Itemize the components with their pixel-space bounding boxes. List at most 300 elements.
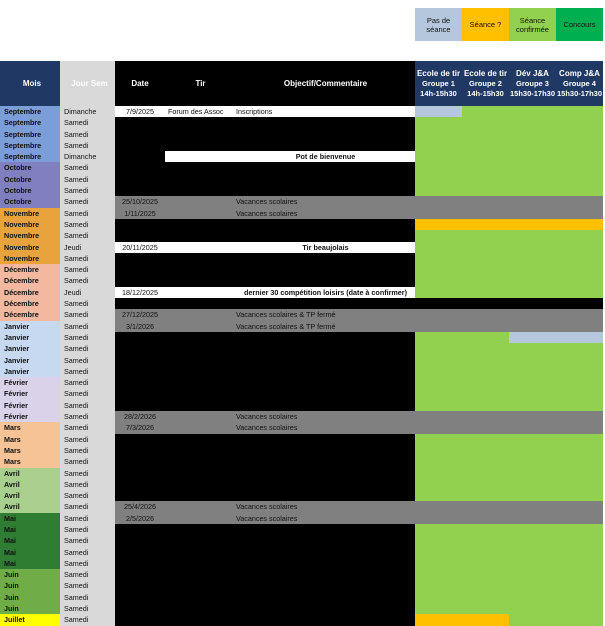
cell-date[interactable]: 27/12/2025: [115, 309, 165, 320]
cell-group-1[interactable]: [415, 309, 462, 320]
table-row[interactable]: [0, 298, 605, 309]
table-row[interactable]: [0, 355, 605, 366]
cell-group-3[interactable]: [509, 321, 556, 332]
cell-jour-sem[interactable]: Samedi: [60, 468, 115, 479]
cell-objectif[interactable]: [233, 445, 415, 456]
cell-tir[interactable]: [165, 174, 233, 185]
cell-objectif[interactable]: Vacances scolaires: [233, 501, 415, 512]
cell-group-3[interactable]: [509, 219, 556, 230]
cell-group-4[interactable]: [556, 321, 603, 332]
cell-mois[interactable]: Décembre: [0, 309, 60, 320]
cell-jour-sem[interactable]: Samedi: [60, 309, 115, 320]
table-row[interactable]: [0, 321, 605, 332]
cell-date[interactable]: 7/9/2025: [115, 106, 165, 117]
cell-group-4[interactable]: [556, 219, 603, 230]
cell-group-4[interactable]: [556, 479, 603, 490]
cell-group-3[interactable]: [509, 366, 556, 377]
cell-mois[interactable]: Septembre: [0, 106, 60, 117]
cell-group-2[interactable]: [462, 468, 509, 479]
cell-group-2[interactable]: [462, 332, 509, 343]
cell-mois[interactable]: Septembre: [0, 129, 60, 140]
cell-tir[interactable]: [165, 117, 233, 128]
cell-tir[interactable]: [165, 287, 233, 298]
cell-group-2[interactable]: [462, 219, 509, 230]
cell-date[interactable]: 2/5/2026: [115, 513, 165, 524]
cell-jour-sem[interactable]: Samedi: [60, 400, 115, 411]
table-row[interactable]: [0, 490, 605, 501]
cell-group-2[interactable]: [462, 456, 509, 467]
cell-date[interactable]: [115, 185, 165, 196]
cell-group-3[interactable]: [509, 400, 556, 411]
cell-group-3[interactable]: [509, 580, 556, 591]
cell-jour-sem[interactable]: Samedi: [60, 479, 115, 490]
cell-objectif[interactable]: Vacances scolaires: [233, 411, 415, 422]
cell-mois[interactable]: Mai: [0, 524, 60, 535]
cell-tir[interactable]: [165, 275, 233, 286]
cell-group-4[interactable]: [556, 501, 603, 512]
cell-objectif[interactable]: [233, 377, 415, 388]
cell-group-3[interactable]: [509, 106, 556, 117]
cell-mois[interactable]: Avril: [0, 468, 60, 479]
cell-tir[interactable]: [165, 535, 233, 546]
cell-group-1[interactable]: [415, 106, 462, 117]
cell-group-1[interactable]: [415, 388, 462, 399]
cell-group-4[interactable]: [556, 535, 603, 546]
cell-jour-sem[interactable]: Samedi: [60, 129, 115, 140]
cell-group-3[interactable]: [509, 569, 556, 580]
cell-tir[interactable]: [165, 377, 233, 388]
cell-objectif[interactable]: [233, 355, 415, 366]
table-row[interactable]: [0, 434, 605, 445]
cell-group-2[interactable]: [462, 501, 509, 512]
cell-date[interactable]: 18/12/2025: [115, 287, 165, 298]
cell-tir[interactable]: [165, 456, 233, 467]
table-row[interactable]: [0, 535, 605, 546]
cell-tir[interactable]: [165, 501, 233, 512]
cell-group-2[interactable]: [462, 490, 509, 501]
cell-group-4[interactable]: [556, 174, 603, 185]
cell-jour-sem[interactable]: Samedi: [60, 321, 115, 332]
cell-jour-sem[interactable]: Samedi: [60, 580, 115, 591]
cell-objectif[interactable]: Vacances scolaires: [233, 422, 415, 433]
cell-group-2[interactable]: [462, 445, 509, 456]
cell-tir[interactable]: [165, 321, 233, 332]
cell-group-1[interactable]: [415, 411, 462, 422]
table-row[interactable]: [0, 501, 605, 512]
cell-group-3[interactable]: [509, 242, 556, 253]
cell-tir[interactable]: [165, 614, 233, 625]
cell-group-4[interactable]: [556, 151, 603, 162]
cell-date[interactable]: [115, 366, 165, 377]
cell-group-4[interactable]: [556, 106, 603, 117]
cell-mois[interactable]: Janvier: [0, 355, 60, 366]
cell-group-3[interactable]: [509, 434, 556, 445]
table-row[interactable]: [0, 456, 605, 467]
cell-jour-sem[interactable]: Jeudi: [60, 287, 115, 298]
cell-group-4[interactable]: [556, 490, 603, 501]
cell-tir[interactable]: [165, 434, 233, 445]
cell-mois[interactable]: Septembre: [0, 117, 60, 128]
cell-group-3[interactable]: [509, 208, 556, 219]
cell-group-1[interactable]: [415, 151, 462, 162]
cell-group-1[interactable]: [415, 275, 462, 286]
cell-date[interactable]: [115, 117, 165, 128]
cell-objectif[interactable]: [233, 185, 415, 196]
cell-jour-sem[interactable]: Samedi: [60, 253, 115, 264]
cell-group-3[interactable]: [509, 174, 556, 185]
cell-objectif[interactable]: [233, 332, 415, 343]
cell-group-1[interactable]: [415, 162, 462, 173]
cell-tir[interactable]: [165, 479, 233, 490]
cell-group-1[interactable]: [415, 208, 462, 219]
cell-date[interactable]: [115, 162, 165, 173]
cell-group-3[interactable]: [509, 117, 556, 128]
cell-mois[interactable]: Décembre: [0, 264, 60, 275]
cell-group-4[interactable]: [556, 253, 603, 264]
cell-tir[interactable]: [165, 242, 233, 253]
cell-group-1[interactable]: [415, 535, 462, 546]
cell-tir[interactable]: [165, 309, 233, 320]
cell-mois[interactable]: Février: [0, 400, 60, 411]
cell-date[interactable]: [115, 445, 165, 456]
cell-tir[interactable]: [165, 388, 233, 399]
cell-tir[interactable]: [165, 208, 233, 219]
cell-group-2[interactable]: [462, 162, 509, 173]
cell-group-2[interactable]: [462, 275, 509, 286]
cell-tir[interactable]: [165, 355, 233, 366]
cell-objectif[interactable]: [233, 366, 415, 377]
cell-group-3[interactable]: [509, 456, 556, 467]
cell-date[interactable]: [115, 253, 165, 264]
cell-group-2[interactable]: [462, 524, 509, 535]
cell-group-4[interactable]: [556, 309, 603, 320]
cell-group-4[interactable]: [556, 558, 603, 569]
cell-group-4[interactable]: [556, 400, 603, 411]
cell-tir[interactable]: [165, 366, 233, 377]
cell-mois[interactable]: Juin: [0, 603, 60, 614]
cell-group-3[interactable]: [509, 140, 556, 151]
cell-mois[interactable]: Janvier: [0, 321, 60, 332]
cell-group-1[interactable]: [415, 614, 462, 625]
table-row[interactable]: [0, 242, 605, 253]
cell-group-2[interactable]: [462, 592, 509, 603]
cell-jour-sem[interactable]: Dimanche: [60, 151, 115, 162]
cell-objectif[interactable]: [233, 468, 415, 479]
cell-date[interactable]: 28/2/2026: [115, 411, 165, 422]
cell-objectif[interactable]: [233, 524, 415, 535]
cell-group-4[interactable]: [556, 388, 603, 399]
cell-jour-sem[interactable]: Samedi: [60, 230, 115, 241]
cell-group-4[interactable]: [556, 580, 603, 591]
cell-group-2[interactable]: [462, 185, 509, 196]
cell-group-1[interactable]: [415, 445, 462, 456]
cell-group-3[interactable]: [509, 298, 556, 309]
table-row[interactable]: [0, 479, 605, 490]
table-row[interactable]: [0, 343, 605, 354]
cell-group-4[interactable]: [556, 456, 603, 467]
cell-tir[interactable]: [165, 196, 233, 207]
cell-group-2[interactable]: [462, 569, 509, 580]
cell-objectif[interactable]: [233, 174, 415, 185]
cell-objectif[interactable]: [233, 580, 415, 591]
cell-group-2[interactable]: [462, 174, 509, 185]
cell-jour-sem[interactable]: Samedi: [60, 208, 115, 219]
table-row[interactable]: [0, 275, 605, 286]
cell-date[interactable]: 25/10/2025: [115, 196, 165, 207]
cell-date[interactable]: [115, 332, 165, 343]
cell-group-2[interactable]: [462, 434, 509, 445]
cell-tir[interactable]: Forum des Assoc: [165, 106, 233, 117]
cell-mois[interactable]: Janvier: [0, 366, 60, 377]
cell-objectif[interactable]: [233, 343, 415, 354]
cell-group-4[interactable]: [556, 434, 603, 445]
cell-date[interactable]: [115, 468, 165, 479]
cell-mois[interactable]: Mars: [0, 422, 60, 433]
cell-group-3[interactable]: [509, 151, 556, 162]
cell-group-3[interactable]: [509, 535, 556, 546]
cell-group-2[interactable]: [462, 355, 509, 366]
cell-group-1[interactable]: [415, 264, 462, 275]
cell-mois[interactable]: Mai: [0, 535, 60, 546]
cell-objectif[interactable]: [233, 535, 415, 546]
cell-group-1[interactable]: [415, 490, 462, 501]
cell-objectif[interactable]: [233, 298, 415, 309]
cell-group-4[interactable]: [556, 298, 603, 309]
cell-group-4[interactable]: [556, 547, 603, 558]
cell-group-4[interactable]: [556, 129, 603, 140]
cell-objectif[interactable]: [233, 140, 415, 151]
cell-group-1[interactable]: [415, 569, 462, 580]
cell-tir[interactable]: [165, 569, 233, 580]
cell-tir[interactable]: [165, 580, 233, 591]
cell-group-4[interactable]: [556, 208, 603, 219]
cell-group-1[interactable]: [415, 298, 462, 309]
cell-objectif[interactable]: [233, 547, 415, 558]
cell-tir[interactable]: [165, 592, 233, 603]
cell-objectif[interactable]: [233, 434, 415, 445]
table-row[interactable]: [0, 174, 605, 185]
table-row[interactable]: [0, 208, 605, 219]
cell-group-1[interactable]: [415, 355, 462, 366]
cell-group-2[interactable]: [462, 558, 509, 569]
cell-group-4[interactable]: [556, 422, 603, 433]
cell-group-4[interactable]: [556, 513, 603, 524]
cell-jour-sem[interactable]: Samedi: [60, 388, 115, 399]
cell-mois[interactable]: Avril: [0, 490, 60, 501]
cell-group-3[interactable]: [509, 547, 556, 558]
cell-jour-sem[interactable]: Samedi: [60, 117, 115, 128]
cell-date[interactable]: [115, 275, 165, 286]
cell-group-4[interactable]: [556, 264, 603, 275]
cell-date[interactable]: 25/4/2026: [115, 501, 165, 512]
cell-date[interactable]: 7/3/2026: [115, 422, 165, 433]
table-row[interactable]: [0, 140, 605, 151]
cell-mois[interactable]: Avril: [0, 501, 60, 512]
cell-group-2[interactable]: [462, 208, 509, 219]
cell-tir[interactable]: [165, 490, 233, 501]
cell-jour-sem[interactable]: Samedi: [60, 592, 115, 603]
cell-date[interactable]: [115, 140, 165, 151]
cell-group-3[interactable]: [509, 230, 556, 241]
cell-jour-sem[interactable]: Samedi: [60, 185, 115, 196]
cell-tir[interactable]: [165, 422, 233, 433]
cell-group-3[interactable]: [509, 185, 556, 196]
cell-group-2[interactable]: [462, 535, 509, 546]
cell-group-1[interactable]: [415, 479, 462, 490]
table-row[interactable]: [0, 388, 605, 399]
cell-date[interactable]: [115, 490, 165, 501]
table-row[interactable]: [0, 422, 605, 433]
cell-group-1[interactable]: [415, 524, 462, 535]
cell-group-3[interactable]: [509, 524, 556, 535]
cell-objectif[interactable]: Vacances scolaires: [233, 208, 415, 219]
cell-group-1[interactable]: [415, 196, 462, 207]
cell-date[interactable]: [115, 219, 165, 230]
cell-date[interactable]: [115, 592, 165, 603]
table-row[interactable]: [0, 569, 605, 580]
cell-group-2[interactable]: [462, 513, 509, 524]
cell-group-2[interactable]: [462, 287, 509, 298]
cell-group-2[interactable]: [462, 388, 509, 399]
cell-group-1[interactable]: [415, 547, 462, 558]
cell-group-2[interactable]: [462, 264, 509, 275]
cell-objectif[interactable]: [233, 162, 415, 173]
cell-tir[interactable]: [165, 140, 233, 151]
cell-mois[interactable]: Octobre: [0, 174, 60, 185]
cell-group-3[interactable]: [509, 162, 556, 173]
cell-date[interactable]: 3/1/2026: [115, 321, 165, 332]
cell-objectif[interactable]: [233, 490, 415, 501]
cell-date[interactable]: [115, 343, 165, 354]
cell-tir[interactable]: [165, 129, 233, 140]
table-row[interactable]: [0, 558, 605, 569]
cell-group-2[interactable]: [462, 309, 509, 320]
table-row[interactable]: [0, 264, 605, 275]
cell-date[interactable]: [115, 355, 165, 366]
cell-jour-sem[interactable]: Jeudi: [60, 242, 115, 253]
cell-objectif[interactable]: [233, 388, 415, 399]
table-row[interactable]: [0, 117, 605, 128]
table-row[interactable]: [0, 411, 605, 422]
cell-date[interactable]: [115, 298, 165, 309]
cell-objectif[interactable]: Inscriptions: [233, 106, 415, 117]
cell-group-3[interactable]: [509, 355, 556, 366]
cell-group-3[interactable]: [509, 343, 556, 354]
cell-mois[interactable]: Novembre: [0, 219, 60, 230]
cell-group-4[interactable]: [556, 524, 603, 535]
cell-jour-sem[interactable]: Samedi: [60, 219, 115, 230]
cell-group-2[interactable]: [462, 377, 509, 388]
table-row[interactable]: [0, 592, 605, 603]
cell-group-2[interactable]: [462, 614, 509, 625]
cell-group-4[interactable]: [556, 343, 603, 354]
cell-objectif[interactable]: [233, 400, 415, 411]
cell-group-2[interactable]: [462, 422, 509, 433]
cell-group-1[interactable]: [415, 422, 462, 433]
cell-objectif[interactable]: [233, 253, 415, 264]
cell-group-3[interactable]: [509, 501, 556, 512]
cell-group-2[interactable]: [462, 196, 509, 207]
table-row[interactable]: [0, 185, 605, 196]
cell-group-2[interactable]: [462, 321, 509, 332]
cell-mois[interactable]: Mai: [0, 558, 60, 569]
cell-mois[interactable]: Juin: [0, 592, 60, 603]
cell-jour-sem[interactable]: Samedi: [60, 558, 115, 569]
cell-date[interactable]: [115, 264, 165, 275]
cell-group-3[interactable]: [509, 445, 556, 456]
cell-group-2[interactable]: [462, 547, 509, 558]
cell-objectif[interactable]: [233, 230, 415, 241]
table-row[interactable]: [0, 106, 605, 117]
cell-jour-sem[interactable]: Samedi: [60, 264, 115, 275]
cell-mois[interactable]: Novembre: [0, 253, 60, 264]
cell-mois[interactable]: Janvier: [0, 343, 60, 354]
cell-mois[interactable]: Septembre: [0, 151, 60, 162]
cell-jour-sem[interactable]: Samedi: [60, 174, 115, 185]
cell-group-1[interactable]: [415, 468, 462, 479]
cell-objectif[interactable]: [233, 275, 415, 286]
cell-mois[interactable]: Septembre: [0, 140, 60, 151]
cell-tir[interactable]: [165, 558, 233, 569]
table-row[interactable]: [0, 445, 605, 456]
cell-mois[interactable]: Novembre: [0, 230, 60, 241]
table-row[interactable]: [0, 309, 605, 320]
cell-mois[interactable]: Novembre: [0, 208, 60, 219]
cell-date[interactable]: 1/11/2025: [115, 208, 165, 219]
cell-group-4[interactable]: [556, 366, 603, 377]
cell-tir[interactable]: [165, 230, 233, 241]
table-row[interactable]: [0, 580, 605, 591]
cell-date[interactable]: [115, 129, 165, 140]
cell-jour-sem[interactable]: Samedi: [60, 298, 115, 309]
cell-date[interactable]: [115, 400, 165, 411]
cell-mois[interactable]: Janvier: [0, 332, 60, 343]
cell-group-1[interactable]: [415, 253, 462, 264]
cell-group-3[interactable]: [509, 490, 556, 501]
cell-jour-sem[interactable]: Samedi: [60, 569, 115, 580]
cell-mois[interactable]: Juillet: [0, 614, 60, 625]
cell-objectif[interactable]: dernier 30 compétition loisirs (date à confirmer): [233, 287, 415, 298]
cell-tir[interactable]: [165, 185, 233, 196]
cell-date[interactable]: [115, 174, 165, 185]
cell-group-2[interactable]: [462, 298, 509, 309]
cell-mois[interactable]: Octobre: [0, 162, 60, 173]
cell-group-1[interactable]: [415, 366, 462, 377]
cell-jour-sem[interactable]: Samedi: [60, 366, 115, 377]
cell-mois[interactable]: Juin: [0, 569, 60, 580]
cell-group-1[interactable]: [415, 400, 462, 411]
cell-objectif[interactable]: Vacances scolaires: [233, 513, 415, 524]
cell-jour-sem[interactable]: Samedi: [60, 411, 115, 422]
table-row[interactable]: [0, 524, 605, 535]
cell-group-4[interactable]: [556, 117, 603, 128]
cell-group-1[interactable]: [415, 513, 462, 524]
cell-group-2[interactable]: [462, 400, 509, 411]
cell-group-4[interactable]: [556, 185, 603, 196]
cell-group-2[interactable]: [462, 151, 509, 162]
cell-mois[interactable]: Février: [0, 377, 60, 388]
cell-date[interactable]: 20/11/2025: [115, 242, 165, 253]
cell-jour-sem[interactable]: Dimanche: [60, 106, 115, 117]
cell-date[interactable]: [115, 535, 165, 546]
cell-jour-sem[interactable]: Samedi: [60, 535, 115, 546]
cell-group-1[interactable]: [415, 219, 462, 230]
cell-jour-sem[interactable]: Samedi: [60, 603, 115, 614]
cell-group-1[interactable]: [415, 558, 462, 569]
cell-group-1[interactable]: [415, 343, 462, 354]
cell-group-3[interactable]: [509, 275, 556, 286]
table-row[interactable]: [0, 162, 605, 173]
